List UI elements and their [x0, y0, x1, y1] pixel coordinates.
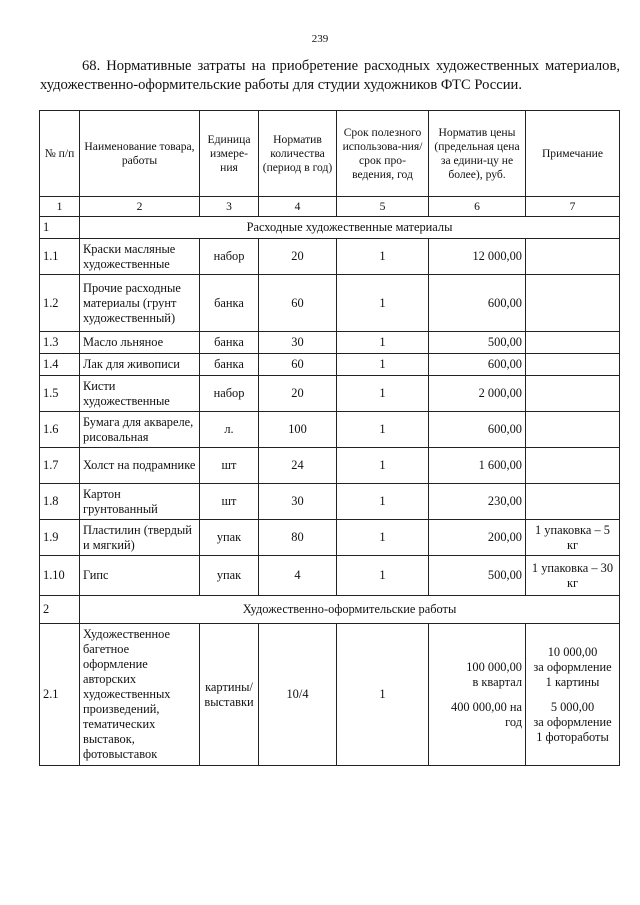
row-unit: картины/ выставки — [200, 624, 259, 766]
header-quantity: Норматив количества (период в год) — [259, 111, 337, 197]
row-note — [526, 624, 620, 766]
row-unit: л. — [200, 412, 259, 448]
table-row — [40, 332, 620, 354]
table-row — [40, 520, 620, 556]
row-note — [526, 275, 620, 332]
row-quantity: 60 — [259, 275, 337, 332]
row-name: Художественное багетное оформление авторских художественных произведений, тематических выставок, фотовыставок — [80, 624, 200, 766]
row-note: 1 упаковка – 5 кг — [526, 520, 620, 556]
price-quarter-label: в квартал — [472, 674, 522, 689]
note-photo-label: за оформление — [533, 714, 612, 729]
header-number: № п/п — [40, 111, 80, 197]
heading-text: Нормативные затраты на приобретение расходных художественных материалов, художественно-оформительские работы для студии художников ФТС России. — [40, 58, 620, 93]
section-title: Художественно-оформительские работы — [80, 596, 620, 624]
row-quantity: 20 — [259, 376, 337, 412]
column-number: 3 — [200, 197, 259, 217]
row-unit: упак — [200, 556, 259, 596]
row-note — [526, 332, 620, 354]
row-unit: банка — [200, 354, 259, 376]
row-price: 230,00 — [429, 484, 526, 520]
header-term: Срок полезного использова-ния/срок про-ведения, год — [337, 111, 429, 197]
header-price: Норматив цены (предельная цена за едини-цу не более), руб. — [429, 111, 526, 197]
row-note — [526, 354, 620, 376]
row-number: 1.8 — [40, 484, 80, 520]
header-row — [40, 111, 620, 197]
row-unit: шт — [200, 448, 259, 484]
row-price: 500,00 — [429, 556, 526, 596]
row-name: Прочие расходные материалы (грунт художественный) — [80, 275, 200, 332]
note-painting-label: 1 картины — [545, 674, 600, 689]
row-price: 600,00 — [429, 275, 526, 332]
page-number: 239 — [311, 33, 329, 45]
row-quantity: 60 — [259, 354, 337, 376]
section-number: 1 — [40, 217, 80, 239]
column-number: 1 — [40, 197, 80, 217]
header-unit: Единица измере-ния — [200, 111, 259, 197]
price-year-amount: 400 000,00 на — [451, 699, 522, 714]
row-term: 1 — [337, 412, 429, 448]
table-row — [40, 376, 620, 412]
column-number: 6 — [429, 197, 526, 217]
row-name: Кисти художественные — [80, 376, 200, 412]
note-painting-label: за оформление — [533, 659, 612, 674]
row-term: 1 — [337, 376, 429, 412]
table-row — [40, 624, 620, 766]
table-row — [40, 354, 620, 376]
row-price: 200,00 — [429, 520, 526, 556]
section-row — [40, 596, 620, 624]
row-price: 2 000,00 — [429, 376, 526, 412]
table-row — [40, 448, 620, 484]
row-name: Бумага для аквареле, рисовальная — [80, 412, 200, 448]
row-number: 2.1 — [40, 624, 80, 766]
row-term: 1 — [337, 239, 429, 275]
header-name: Наименование товара, работы — [80, 111, 200, 197]
row-number: 1.5 — [40, 376, 80, 412]
row-term: 1 — [337, 520, 429, 556]
row-term: 1 — [337, 275, 429, 332]
row-name: Масло льняное — [80, 332, 200, 354]
row-unit: банка — [200, 332, 259, 354]
row-number: 1.6 — [40, 412, 80, 448]
row-quantity: 80 — [259, 520, 337, 556]
header-note: Примечание — [526, 111, 620, 197]
row-number: 1.1 — [40, 239, 80, 275]
column-number: 7 — [526, 197, 620, 217]
row-quantity: 100 — [259, 412, 337, 448]
table-row — [40, 412, 620, 448]
row-unit: банка — [200, 275, 259, 332]
row-note — [526, 239, 620, 275]
row-number: 1.7 — [40, 448, 80, 484]
row-name: Краски масляные художественные — [80, 239, 200, 275]
row-quantity: 24 — [259, 448, 337, 484]
row-name: Гипс — [80, 556, 200, 596]
norms-table — [39, 110, 620, 766]
row-quantity: 20 — [259, 239, 337, 275]
row-quantity: 30 — [259, 332, 337, 354]
row-number: 1.3 — [40, 332, 80, 354]
row-note — [526, 484, 620, 520]
column-number-row — [40, 197, 620, 217]
row-price: 500,00 — [429, 332, 526, 354]
note-photo-amount: 5 000,00 — [550, 699, 595, 714]
table-row — [40, 556, 620, 596]
note-photo-label: 1 фотоработы — [536, 729, 609, 744]
row-note — [526, 448, 620, 484]
table-row — [40, 275, 620, 332]
note-painting-amount: 10 000,00 — [547, 644, 598, 659]
section-number: 2 — [40, 596, 80, 624]
row-number: 1.9 — [40, 520, 80, 556]
row-number: 1.10 — [40, 556, 80, 596]
table-row — [40, 484, 620, 520]
heading-number: 68. — [82, 58, 101, 74]
price-year-label: год — [505, 714, 522, 729]
row-name: Картон грунтованный — [80, 484, 200, 520]
row-number: 1.2 — [40, 275, 80, 332]
section-heading — [40, 57, 620, 95]
section-title: Расходные художественные материалы — [80, 217, 620, 239]
row-term: 1 — [337, 484, 429, 520]
row-price: 12 000,00 — [429, 239, 526, 275]
table-row — [40, 239, 620, 275]
row-price: 600,00 — [429, 354, 526, 376]
row-unit: шт — [200, 484, 259, 520]
row-name: Лак для живописи — [80, 354, 200, 376]
row-number: 1.4 — [40, 354, 80, 376]
row-unit: набор — [200, 239, 259, 275]
row-term: 1 — [337, 624, 429, 766]
row-term: 1 — [337, 556, 429, 596]
row-term: 1 — [337, 354, 429, 376]
row-quantity: 10/4 — [259, 624, 337, 766]
column-number: 4 — [259, 197, 337, 217]
row-price: 1 600,00 — [429, 448, 526, 484]
row-unit: набор — [200, 376, 259, 412]
row-name: Холст на подрамнике — [80, 448, 200, 484]
section-row — [40, 217, 620, 239]
row-quantity: 4 — [259, 556, 337, 596]
row-note — [526, 376, 620, 412]
row-quantity: 30 — [259, 484, 337, 520]
price-quarter-amount: 100 000,00 — [466, 659, 522, 674]
row-term: 1 — [337, 448, 429, 484]
column-number: 5 — [337, 197, 429, 217]
row-name: Пластилин (твердый и мягкий) — [80, 520, 200, 556]
column-number: 2 — [80, 197, 200, 217]
row-price: 600,00 — [429, 412, 526, 448]
row-price — [429, 624, 526, 766]
row-unit: упак — [200, 520, 259, 556]
material-rows — [40, 239, 620, 596]
row-term: 1 — [337, 332, 429, 354]
row-note: 1 упаковка – 30 кг — [526, 556, 620, 596]
row-note — [526, 412, 620, 448]
